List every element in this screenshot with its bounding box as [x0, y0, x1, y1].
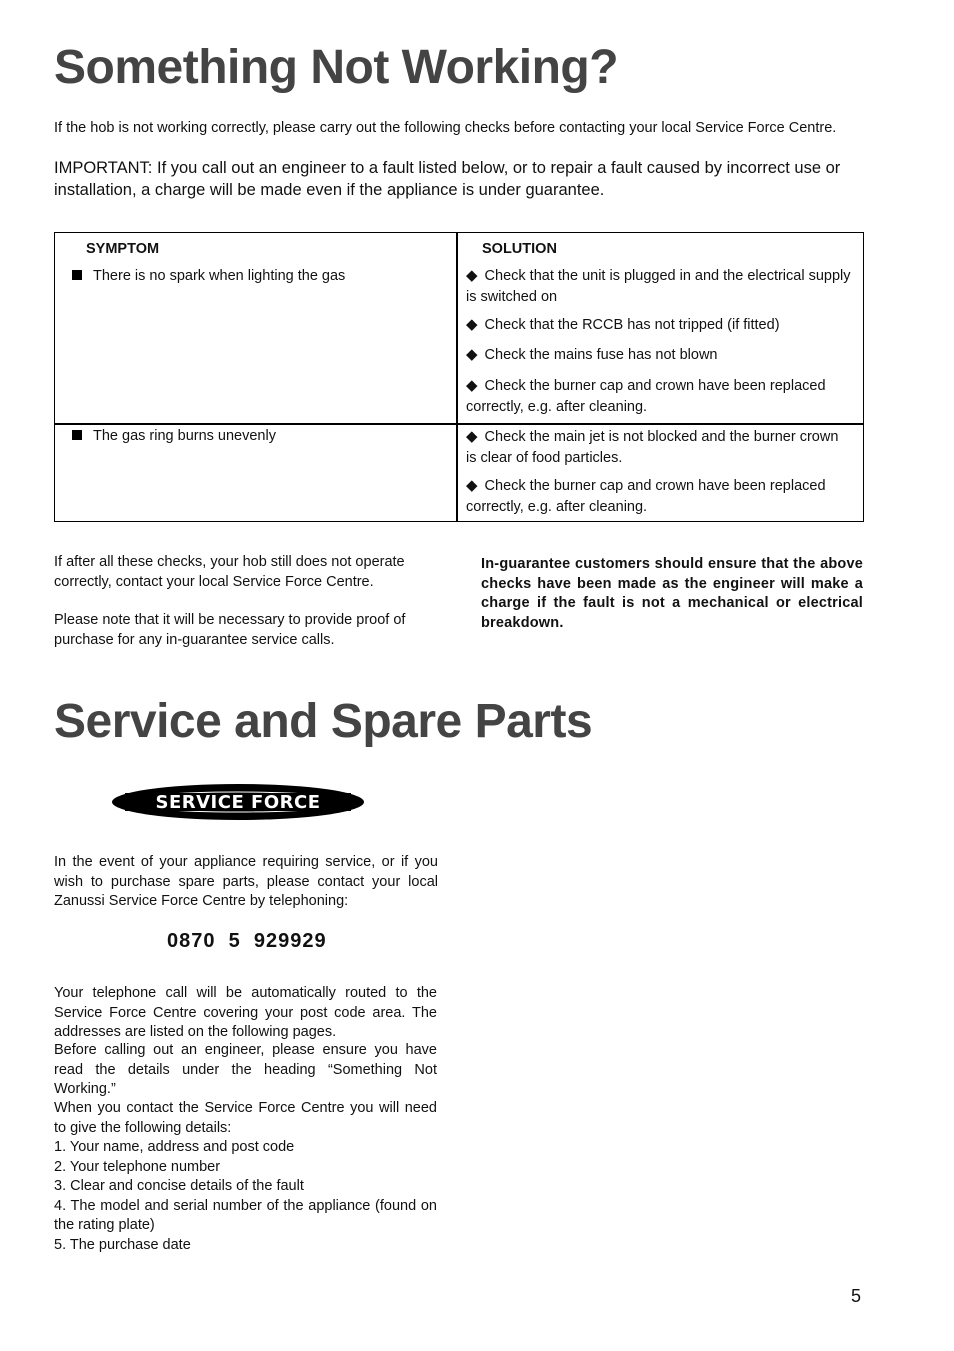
diamond-bullet-icon: ◆ [466, 477, 478, 494]
symptom-text: There is no spark when lighting the gas [93, 268, 346, 284]
phone-number: 0870 5 929929 [167, 930, 327, 952]
list-item: 4. The model and serial number of the appliance (found on the rating plate) [54, 1197, 437, 1233]
service-p2: Before calling out an engineer, please ensure you have read the details under the heading “Something Not Working.” [54, 1042, 437, 1097]
solution-header: SOLUTION [482, 241, 557, 257]
important-notice: IMPORTANT: If you call out an engineer to a fault listed below, or to repair a fault caused by incorrect use or installation, a charge will be made even if the appliance is under guarantee. [54, 159, 841, 199]
symptom-text: The gas ring burns unevenly [93, 428, 276, 444]
square-bullet-icon [72, 270, 82, 280]
service-p1: Your telephone call will be automatically routed to the Service Force Centre covering your post code area. The addresses are listed on the following pages. [54, 985, 437, 1040]
list-item: 5. The purchase date [54, 1236, 191, 1253]
diamond-bullet-icon: ◆ [466, 346, 478, 363]
solution-item: ◆ Check the burner cap and crown have been replaced correctly, e.g. after cleaning. [466, 377, 826, 415]
solution-item: ◆ Check the mains fuse has not blown [466, 345, 851, 366]
page-number: 5 [851, 1286, 862, 1306]
list-item: 1. Your name, address and post code [54, 1139, 295, 1155]
solution-item: ◆ Check that the unit is plugged in and the electrical supply is switched on [466, 267, 851, 305]
solution-item: ◆ Check the burner cap and crown have been replaced correctly, e.g. after cleaning. [466, 477, 826, 515]
section-title: Service and Spare Parts [54, 695, 593, 748]
guarantee-note: In-guarantee customers should ensure that the above checks have been made as the engineer will make a charge if the fault is not a mechanical or electrical breakdown. [481, 556, 863, 631]
service-p3: When you contact the Service Force Centre you will need to give the following details: [54, 1100, 437, 1136]
table-divider-horizontal [55, 423, 863, 425]
list-item: 3. Clear and concise details of the fault [54, 1178, 304, 1194]
table-row [72, 426, 276, 447]
table-row [72, 266, 345, 287]
intro-text: If the hob is not working correctly, please carry out the following checks before contacting your local Service Force Centre. [54, 120, 837, 136]
symptom-header: SYMPTOM [86, 241, 160, 257]
square-bullet-icon [72, 430, 82, 440]
note-left-1: If after all these checks, your hob still does not operate correctly, contact your local Service Force Centre. [54, 554, 405, 590]
note-left-2: Please note that it will be necessary to provide proof of purchase for any in-guarantee service calls. [54, 612, 406, 648]
logo-text: SERVICE FORCE [155, 792, 321, 813]
solution-item: ◆ Check the main jet is not blocked and the burner crown is clear of food particles. [466, 428, 839, 466]
diamond-bullet-icon: ◆ [466, 316, 478, 333]
diamond-bullet-icon: ◆ [466, 377, 478, 394]
service-force-logo [111, 783, 365, 821]
diamond-bullet-icon: ◆ [466, 267, 478, 284]
page-title: Something Not Working? [54, 41, 619, 94]
solution-item: ◆ Check that the RCCB has not tripped (if fitted) [466, 315, 851, 336]
details-list [54, 1138, 437, 1255]
list-item: 2. Your telephone number [54, 1158, 221, 1175]
troubleshooting-table [54, 232, 864, 522]
diamond-bullet-icon: ◆ [466, 428, 478, 445]
service-intro: In the event of your appliance requiring service, or if you wish to purchase spare parts, please contact your local Zanussi Service Force Centre by telephoning: [54, 854, 438, 909]
table-divider-vertical [456, 233, 458, 521]
